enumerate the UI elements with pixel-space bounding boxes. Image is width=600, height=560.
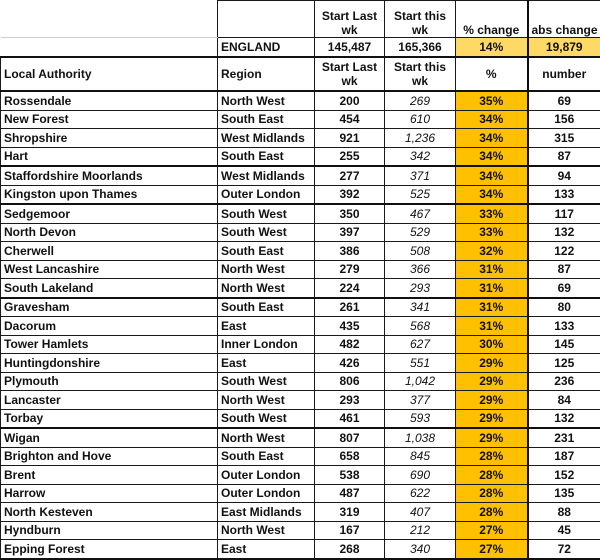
table-row <box>1 110 600 129</box>
local-authority-cell: North Kesteven <box>1 503 218 522</box>
start-this-cell: 525 <box>385 185 456 204</box>
table-row <box>1 260 600 279</box>
start-last-cell: 426 <box>315 354 385 373</box>
table-row <box>1 298 600 317</box>
start-this-cell: 407 <box>385 503 456 522</box>
region-cell: Outer London <box>218 185 315 204</box>
local-authority-cell: Torbay <box>1 409 218 428</box>
england-row <box>1 38 600 58</box>
region-cell: North West <box>218 279 315 298</box>
abs-change-cell: 133 <box>528 317 600 336</box>
pct-change-cell: 31% <box>456 298 528 317</box>
start-this-cell: 508 <box>385 242 456 261</box>
pct-change-cell: 33% <box>456 223 528 242</box>
local-authority-cell: Brighton and Hove <box>1 447 218 466</box>
table-row <box>1 317 600 336</box>
region-cell: East <box>218 317 315 336</box>
table-row <box>1 204 600 223</box>
abs-change-cell: 72 <box>528 540 600 559</box>
pct-change-cell: 27% <box>456 540 528 559</box>
column-header-region: Region <box>218 57 315 91</box>
abs-change-cell: 69 <box>528 91 600 110</box>
table-row <box>1 409 600 428</box>
table-row <box>1 91 600 110</box>
local-authority-cell: New Forest <box>1 110 218 129</box>
england-label: ENGLAND <box>218 38 315 58</box>
start-this-cell: 377 <box>385 391 456 410</box>
pct-change-cell: 33% <box>456 204 528 223</box>
table-row <box>1 372 600 391</box>
abs-change-cell: 133 <box>528 185 600 204</box>
start-last-cell: 392 <box>315 185 385 204</box>
start-last-cell: 487 <box>315 484 385 503</box>
pct-change-cell: 35% <box>456 91 528 110</box>
blank-cell <box>1 38 218 58</box>
start-this-cell: 342 <box>385 147 456 166</box>
header-abs-change: abs change <box>528 1 600 38</box>
column-header-row <box>1 57 600 91</box>
start-last-cell: 224 <box>315 279 385 298</box>
abs-change-cell: 125 <box>528 354 600 373</box>
table-row <box>1 391 600 410</box>
region-cell: East Midlands <box>218 503 315 522</box>
start-this-cell: 529 <box>385 223 456 242</box>
start-last-cell: 167 <box>315 521 385 540</box>
local-authority-cell: Wigan <box>1 428 218 447</box>
abs-change-cell: 45 <box>528 521 600 540</box>
table-row <box>1 503 600 522</box>
local-authority-cell: Brent <box>1 466 218 485</box>
local-authority-cell: North Devon <box>1 223 218 242</box>
start-this-cell: 690 <box>385 466 456 485</box>
table-row <box>1 166 600 185</box>
region-cell: East <box>218 540 315 559</box>
local-authority-cell: South Lakeland <box>1 279 218 298</box>
local-authority-cell: Rossendale <box>1 91 218 110</box>
column-header-start-last: Start Last wk <box>315 57 385 91</box>
region-cell: Outer London <box>218 466 315 485</box>
local-authority-cell: Epping Forest <box>1 540 218 559</box>
start-last-cell: 200 <box>315 91 385 110</box>
region-cell: West Midlands <box>218 129 315 148</box>
region-cell: South East <box>218 242 315 261</box>
table-row <box>1 447 600 466</box>
local-authority-cell: Huntingdonshire <box>1 354 218 373</box>
start-this-cell: 341 <box>385 298 456 317</box>
start-last-cell: 277 <box>315 166 385 185</box>
column-header-pct: % <box>456 57 528 91</box>
abs-change-cell: 117 <box>528 204 600 223</box>
start-last-cell: 279 <box>315 260 385 279</box>
pct-change-cell: 34% <box>456 166 528 185</box>
table-row <box>1 428 600 447</box>
table-row <box>1 466 600 485</box>
start-this-cell: 610 <box>385 110 456 129</box>
region-cell: South East <box>218 110 315 129</box>
region-cell: North West <box>218 521 315 540</box>
abs-change-cell: 156 <box>528 110 600 129</box>
start-last-cell: 319 <box>315 503 385 522</box>
start-this-cell: 551 <box>385 354 456 373</box>
region-cell: Outer London <box>218 484 315 503</box>
column-header-number: number <box>528 57 600 91</box>
england-start-this: 165,366 <box>385 38 456 58</box>
region-cell: Inner London <box>218 335 315 354</box>
pct-change-cell: 29% <box>456 428 528 447</box>
start-last-cell: 397 <box>315 223 385 242</box>
pct-change-cell: 28% <box>456 503 528 522</box>
abs-change-cell: 94 <box>528 166 600 185</box>
start-last-cell: 268 <box>315 540 385 559</box>
start-last-cell: 461 <box>315 409 385 428</box>
blank-cell <box>218 1 315 38</box>
column-header-local-authority: Local Authority <box>1 57 218 91</box>
start-this-cell: 366 <box>385 260 456 279</box>
column-header-start-this: Start this wk <box>385 57 456 91</box>
region-cell: South West <box>218 223 315 242</box>
local-authority-cell: Sedgemoor <box>1 204 218 223</box>
abs-change-cell: 187 <box>528 447 600 466</box>
region-cell: South West <box>218 409 315 428</box>
region-cell: South West <box>218 372 315 391</box>
start-this-cell: 1,236 <box>385 129 456 148</box>
region-cell: South East <box>218 147 315 166</box>
region-cell: North West <box>218 391 315 410</box>
table-row <box>1 129 600 148</box>
table-row <box>1 242 600 261</box>
pct-change-cell: 30% <box>456 335 528 354</box>
start-this-cell: 845 <box>385 447 456 466</box>
region-cell: North West <box>218 260 315 279</box>
pct-change-cell: 34% <box>456 147 528 166</box>
abs-change-cell: 87 <box>528 147 600 166</box>
region-cell: South West <box>218 204 315 223</box>
header-start-last: Start Last wk <box>315 1 385 38</box>
region-cell: North West <box>218 428 315 447</box>
abs-change-cell: 231 <box>528 428 600 447</box>
table-row <box>1 484 600 503</box>
start-this-cell: 622 <box>385 484 456 503</box>
abs-change-cell: 84 <box>528 391 600 410</box>
start-last-cell: 435 <box>315 317 385 336</box>
abs-change-cell: 135 <box>528 484 600 503</box>
start-this-cell: 568 <box>385 317 456 336</box>
pct-change-cell: 31% <box>456 279 528 298</box>
header-start-this: Start this wk <box>385 1 456 38</box>
abs-change-cell: 315 <box>528 129 600 148</box>
abs-change-cell: 152 <box>528 466 600 485</box>
pct-change-cell: 28% <box>456 484 528 503</box>
local-authority-cell: Gravesham <box>1 298 218 317</box>
local-authority-cell: Plymouth <box>1 372 218 391</box>
start-last-cell: 454 <box>315 110 385 129</box>
local-authority-cell: Hart <box>1 147 218 166</box>
region-cell: East <box>218 354 315 373</box>
local-authority-cell: Staffordshire Moorlands <box>1 166 218 185</box>
local-authority-cell: Lancaster <box>1 391 218 410</box>
abs-change-cell: 236 <box>528 372 600 391</box>
local-authority-cell: West Lancashire <box>1 260 218 279</box>
start-this-cell: 212 <box>385 521 456 540</box>
pct-change-cell: 29% <box>456 391 528 410</box>
region-cell: South East <box>218 298 315 317</box>
pct-change-cell: 29% <box>456 372 528 391</box>
start-last-cell: 255 <box>315 147 385 166</box>
local-authority-cell: Kingston upon Thames <box>1 185 218 204</box>
abs-change-cell: 145 <box>528 335 600 354</box>
england-pct: 14% <box>456 38 528 58</box>
start-last-cell: 386 <box>315 242 385 261</box>
region-cell: South East <box>218 447 315 466</box>
abs-change-cell: 69 <box>528 279 600 298</box>
abs-change-cell: 87 <box>528 260 600 279</box>
table-row <box>1 223 600 242</box>
abs-change-cell: 88 <box>528 503 600 522</box>
pct-change-cell: 34% <box>456 185 528 204</box>
local-authority-cell: Cherwell <box>1 242 218 261</box>
pct-change-cell: 29% <box>456 354 528 373</box>
abs-change-cell: 80 <box>528 298 600 317</box>
pct-change-cell: 27% <box>456 521 528 540</box>
local-authority-cell: Hyndburn <box>1 521 218 540</box>
start-this-cell: 371 <box>385 166 456 185</box>
top-header-row <box>1 1 600 38</box>
table-row <box>1 185 600 204</box>
england-abs: 19,879 <box>528 38 600 58</box>
abs-change-cell: 132 <box>528 223 600 242</box>
table-row <box>1 279 600 298</box>
pct-change-cell: 28% <box>456 466 528 485</box>
table-row <box>1 521 600 540</box>
table-row <box>1 147 600 166</box>
start-last-cell: 921 <box>315 129 385 148</box>
region-cell: North West <box>218 91 315 110</box>
pct-change-cell: 32% <box>456 242 528 261</box>
abs-change-cell: 132 <box>528 409 600 428</box>
pct-change-cell: 31% <box>456 260 528 279</box>
local-authority-cell: Harrow <box>1 484 218 503</box>
pct-change-cell: 29% <box>456 409 528 428</box>
local-authority-cell: Tower Hamlets <box>1 335 218 354</box>
start-this-cell: 1,042 <box>385 372 456 391</box>
start-this-cell: 340 <box>385 540 456 559</box>
header-pct-change: % change <box>456 1 528 38</box>
start-last-cell: 482 <box>315 335 385 354</box>
start-last-cell: 658 <box>315 447 385 466</box>
start-last-cell: 293 <box>315 391 385 410</box>
table-row <box>1 335 600 354</box>
start-last-cell: 350 <box>315 204 385 223</box>
abs-change-cell: 122 <box>528 242 600 261</box>
start-this-cell: 593 <box>385 409 456 428</box>
local-authority-cell: Shropshire <box>1 129 218 148</box>
pct-change-cell: 31% <box>456 317 528 336</box>
start-this-cell: 627 <box>385 335 456 354</box>
start-this-cell: 1,038 <box>385 428 456 447</box>
local-authority-cell: Dacorum <box>1 317 218 336</box>
start-this-cell: 269 <box>385 91 456 110</box>
table-row <box>1 354 600 373</box>
pct-change-cell: 34% <box>456 110 528 129</box>
start-this-cell: 467 <box>385 204 456 223</box>
start-last-cell: 538 <box>315 466 385 485</box>
start-last-cell: 807 <box>315 428 385 447</box>
start-last-cell: 261 <box>315 298 385 317</box>
start-this-cell: 293 <box>385 279 456 298</box>
pct-change-cell: 34% <box>456 129 528 148</box>
table-row <box>1 540 600 559</box>
region-cell: West Midlands <box>218 166 315 185</box>
england-start-last: 145,487 <box>315 38 385 58</box>
blank-cell <box>1 1 218 38</box>
start-last-cell: 806 <box>315 372 385 391</box>
pct-change-cell: 28% <box>456 447 528 466</box>
